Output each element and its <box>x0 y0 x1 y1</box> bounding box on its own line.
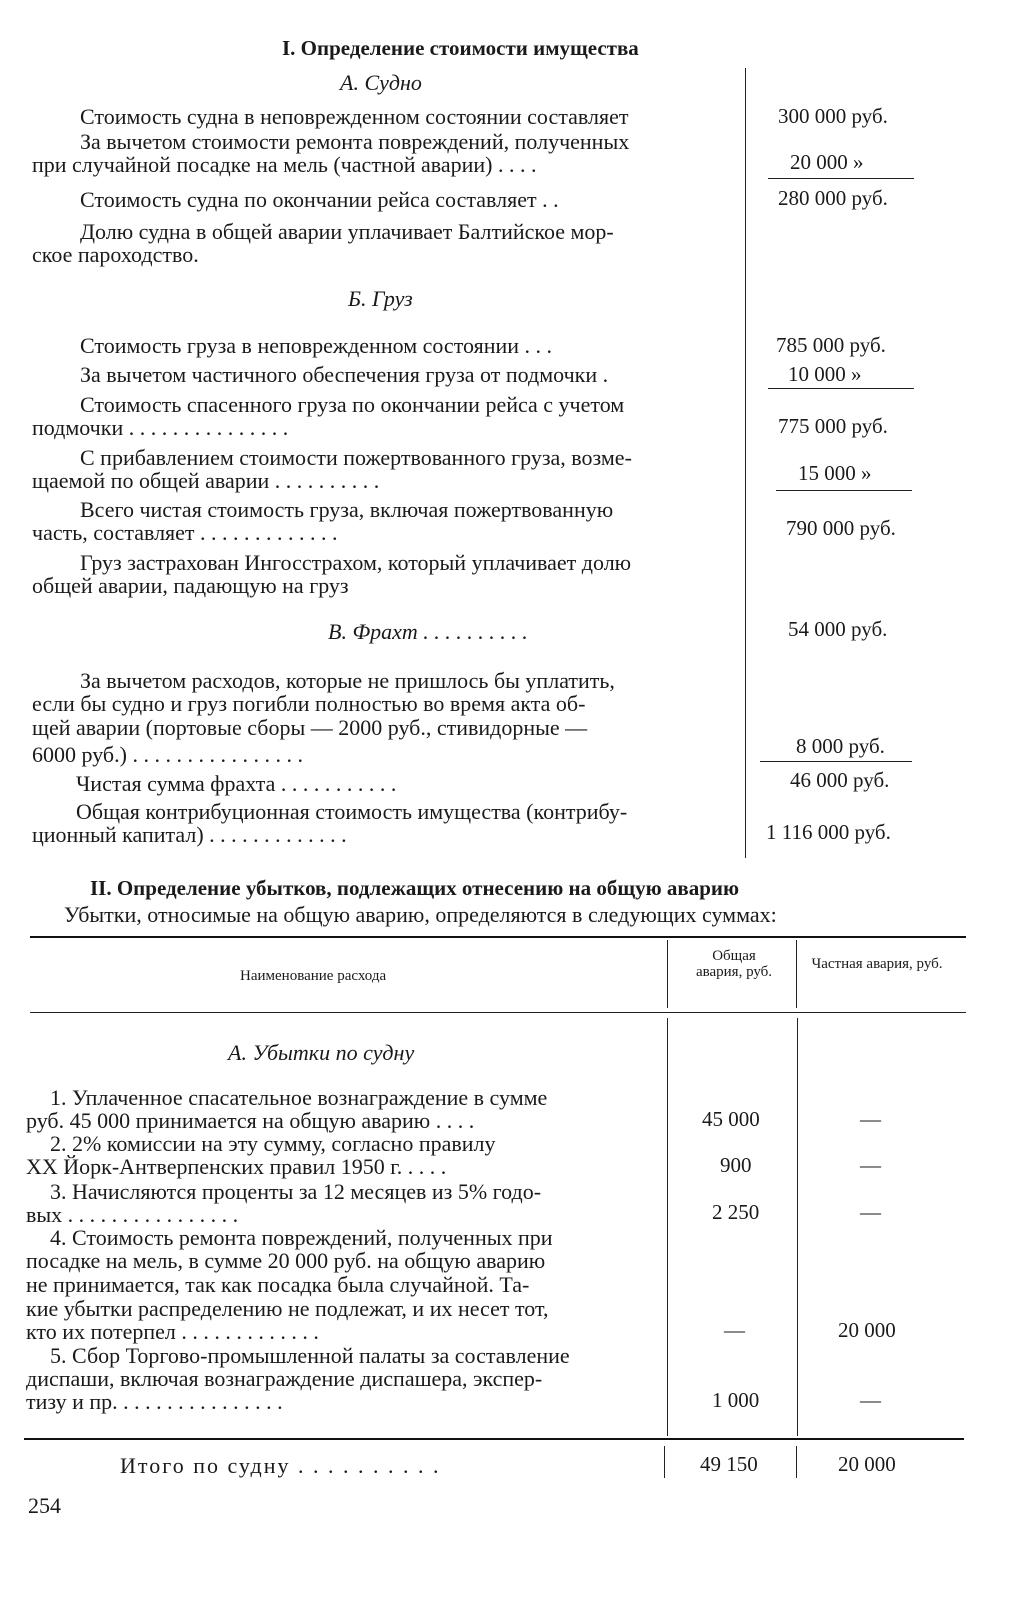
table-row-1-particular: — <box>860 1107 881 1131</box>
table-total-particular: 20 000 <box>838 1452 896 1476</box>
table-row-5-general: 1 000 <box>712 1388 760 1412</box>
freight-line-1c: щей аварии (портовые сборы — 2000 руб., стивидорные — <box>32 715 588 740</box>
ship-line-4a: Долю судна в общей аварии уплачивает Балтийское мор- <box>80 219 614 244</box>
cargo-line-4a: С прибавлением стоимости пожертвованного груза, возме- <box>80 445 632 470</box>
section2-intro: Убытки, относимые на общую аварию, определяются в следующих суммах: <box>64 902 777 927</box>
table-row-3-line-1: 3. Начисляются проценты за 12 месяцев из 5% годо- <box>50 1179 542 1204</box>
ship-line-2a: За вычетом стоимости ремонта повреждений, полученных <box>80 129 630 154</box>
ship-line-3: Стоимость судна по окончании рейса составляет . . <box>80 187 559 212</box>
table-header-general: Общая авария, руб. <box>695 948 773 980</box>
cargo-line-6a: Груз застрахован Ингосстрахом, который уплачивает долю <box>80 550 632 575</box>
ship-line-1: Стоимость судна в неповрежденном состоянии составляет <box>80 104 629 129</box>
freight-line-1d: 6000 руб.) . . . . . . . . . . . . . . . . <box>32 742 303 767</box>
table-row-2-particular: — <box>860 1153 881 1177</box>
cargo-line-1: Стоимость груза в неповрежденном состоянии . . . <box>80 333 553 358</box>
table-row-4-line-2: посадке на мель, в сумме 20 000 руб. на общую аварию <box>26 1248 546 1273</box>
section2-title: II. Определение убытков, подлежащих отнесению на общую аварию <box>90 876 740 900</box>
ship-amount-3: 280 000 руб. <box>778 186 888 210</box>
freight-line-2: Чистая сумма фрахта . . . . . . . . . . . <box>76 771 397 796</box>
table-row-4-line-3: не принимается, так как посадка была случайной. Та- <box>26 1272 530 1297</box>
table-row-5-line-3: тизу и пр. . . . . . . . . . . . . . . . <box>26 1389 283 1414</box>
cargo-amount-4: 15 000 » <box>798 461 872 485</box>
table-total-divider-1 <box>664 1446 665 1478</box>
table-row-5-line-1: 5. Сбор Торгово-промышленной палаты за составление <box>50 1343 570 1368</box>
table-total-label: Итого по судну . . . . . . . . . . <box>120 1453 441 1478</box>
table-total-general: 49 150 <box>700 1452 758 1476</box>
table-row-1-line-2: руб. 45 000 принимается на общую аварию . . . . <box>26 1108 475 1133</box>
section1-title: I. Определение стоимости имущества <box>282 36 639 60</box>
table-total-rule <box>24 1438 964 1440</box>
table-row-3-particular: — <box>860 1200 881 1224</box>
cargo-amount-3: 775 000 руб. <box>778 414 888 438</box>
table-row-4-line-5: кто их потерпел . . . . . . . . . . . . . <box>26 1319 319 1344</box>
table-col-divider-2-header <box>796 940 797 1008</box>
table-row-5-line-2: диспаши, включая вознаграждение диспашера, экспер- <box>26 1366 543 1391</box>
table-row-4-line-4: кие убытки распределению не подлежат, и их несет тот, <box>26 1296 549 1321</box>
ship-line-4b: ское пароходство. <box>32 242 199 267</box>
cargo-line-3a: Стоимость спасенного груза по окончании рейса с учетом <box>80 392 625 417</box>
cargo-subtitle: Б. Груз <box>348 286 413 311</box>
table-subtitle: А. Убытки по судну <box>228 1040 415 1065</box>
table-row-3-general: 2 250 <box>712 1200 760 1224</box>
table-header-rule <box>30 1012 966 1013</box>
table-row-4-general: — <box>724 1318 745 1342</box>
freight-amount-3: 46 000 руб. <box>790 768 890 792</box>
ship-line-2b: при случайной посадке на мель (частной аварии) . . . . <box>32 152 537 177</box>
cargo-sum-line-2 <box>776 490 912 491</box>
freight-amount-2: 8 000 руб. <box>796 734 885 758</box>
cargo-line-2: За вычетом частичного обеспечения груза от подмочки . <box>80 362 609 387</box>
freight-line-3b: ционный капитал) . . . . . . . . . . . . . <box>32 822 347 847</box>
table-row-3-line-2: вых . . . . . . . . . . . . . . . . <box>26 1202 239 1227</box>
freight-amount-1: 54 000 руб. <box>788 617 888 641</box>
table-row-1-general: 45 000 <box>702 1107 760 1131</box>
freight-line-1b: если бы судно и груз погибли полностью во время акта об- <box>32 691 586 716</box>
table-row-4-line-1: 4. Стоимость ремонта повреждений, полученных при <box>50 1225 553 1250</box>
cargo-line-3b: подмочки . . . . . . . . . . . . . . . <box>32 415 289 440</box>
section1-column-divider <box>745 68 746 858</box>
freight-subtitle: В. Фрахт . . . . . . . . . . <box>328 619 528 644</box>
ship-subtitle: А. Судно <box>340 70 422 95</box>
cargo-amount-1: 785 000 руб. <box>776 333 886 357</box>
table-col-divider-1-header <box>667 940 668 1008</box>
cargo-line-4b: щаемой по общей аварии . . . . . . . . . . <box>32 468 380 493</box>
table-total-divider-2 <box>796 1446 797 1478</box>
ship-amount-2: 20 000 » <box>790 150 864 174</box>
cargo-amount-2: 10 000 » <box>788 362 862 386</box>
freight-line-3a: Общая контрибуционная стоимость имущества (контрибу- <box>76 799 628 824</box>
freight-amount-4: 1 116 000 руб. <box>766 820 891 844</box>
freight-sum-line <box>760 761 912 762</box>
ship-amount-1: 300 000 руб. <box>778 104 888 128</box>
table-col-divider-1 <box>667 1018 668 1436</box>
table-row-2-line-2: XX Йорк-Антверпенских правил 1950 г. . . . . <box>26 1154 447 1179</box>
table-row-2-general: 900 <box>720 1153 752 1177</box>
cargo-line-5b: часть, составляет . . . . . . . . . . . . . <box>32 520 338 545</box>
cargo-line-5a: Всего чистая стоимость груза, включая пожертвованную <box>80 497 614 522</box>
cargo-line-6b: общей аварии, падающую на груз <box>32 573 349 598</box>
table-row-4-particular: 20 000 <box>838 1318 896 1342</box>
table-top-rule <box>30 936 966 938</box>
table-header-particular: Частная авария, руб. <box>811 956 943 972</box>
cargo-amount-5: 790 000 руб. <box>786 516 896 540</box>
freight-line-1a: За вычетом расходов, которые не пришлось бы уплатить, <box>80 668 615 693</box>
table-header-name: Наименование расхода <box>240 968 387 984</box>
cargo-sum-line-1 <box>768 388 914 389</box>
table-row-2-line-1: 2. 2% комиссии на эту сумму, согласно правилу <box>50 1131 496 1156</box>
page-number: 254 <box>28 1493 61 1518</box>
table-col-divider-2 <box>797 1018 798 1436</box>
table-row-1-line-1: 1. Уплаченное спасательное вознаграждение в сумме <box>50 1085 548 1110</box>
ship-sum-line <box>768 178 914 179</box>
table-row-5-particular: — <box>860 1388 881 1412</box>
